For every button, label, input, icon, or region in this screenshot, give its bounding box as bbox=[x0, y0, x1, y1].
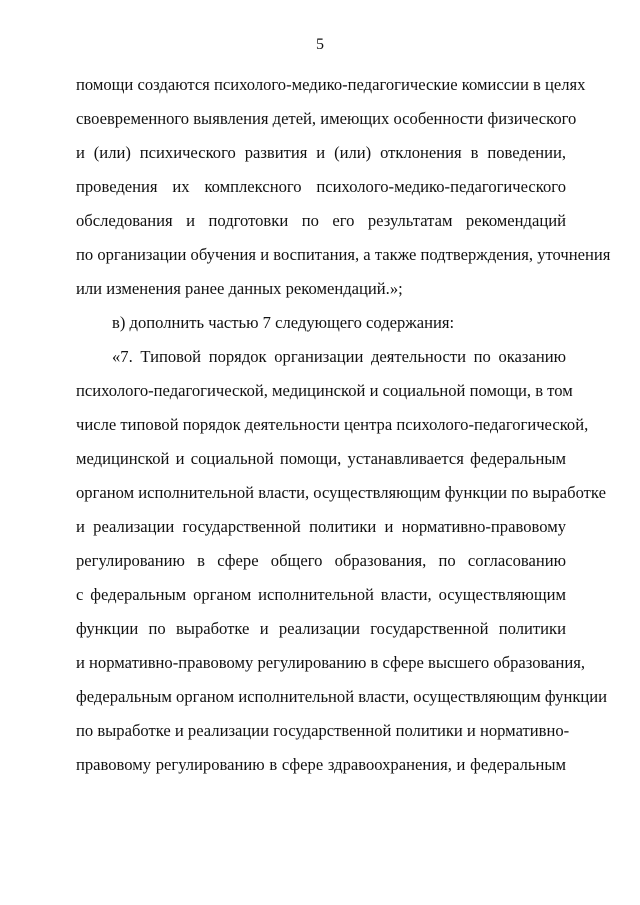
page-number: 5 bbox=[316, 36, 324, 53]
text-line: или изменения ранее данных рекомендаций.»; bbox=[76, 279, 403, 298]
body-text bbox=[76, 68, 611, 782]
text-line: «7. Типовой порядок организации деятельности по оказанию bbox=[112, 347, 566, 366]
text-line: регулированию в сфере общего образования, по согласованию bbox=[76, 551, 566, 570]
text-line: и реализации государственной политики и нормативно-правовому bbox=[76, 517, 566, 536]
text-line: по организации обучения и воспитания, а также подтверждения, уточнения bbox=[76, 245, 611, 264]
text-line: помощи создаются психолого-медико-педагогические комиссии в целях bbox=[76, 75, 586, 94]
text-line: числе типовой порядок деятельности центра психолого-педагогической, bbox=[76, 415, 589, 434]
text-line: в) дополнить частью 7 следующего содержания: bbox=[112, 313, 455, 332]
text-line: психолого-педагогической, медицинской и социальной помощи, в том bbox=[76, 381, 573, 400]
text-line: правовому регулированию в сфере здравоохранения, и федеральным bbox=[76, 755, 566, 774]
text-line: и (или) психического развития и (или) отклонения в поведении, bbox=[76, 143, 566, 162]
text-line: проведения их комплексного психолого-медико-педагогического bbox=[76, 177, 566, 196]
text-line: федеральным органом исполнительной власти, осуществляющим функции bbox=[76, 687, 608, 706]
text-line: по выработке и реализации государственной политики и нормативно- bbox=[76, 721, 570, 740]
text-line: обследования и подготовки по его результатам рекомендаций bbox=[76, 211, 566, 230]
text-line: и нормативно-правовому регулированию в сфере высшего образования, bbox=[76, 653, 586, 672]
text-line: своевременного выявления детей, имеющих особенности физического bbox=[76, 109, 577, 128]
text-line: органом исполнительной власти, осуществляющим функции по выработке bbox=[76, 483, 606, 502]
text-line: медицинской и социальной помощи, устанавливается федеральным bbox=[76, 449, 566, 468]
text-line: с федеральным органом исполнительной власти, осуществляющим bbox=[76, 585, 566, 604]
text-line: функции по выработке и реализации государственной политики bbox=[76, 619, 566, 638]
